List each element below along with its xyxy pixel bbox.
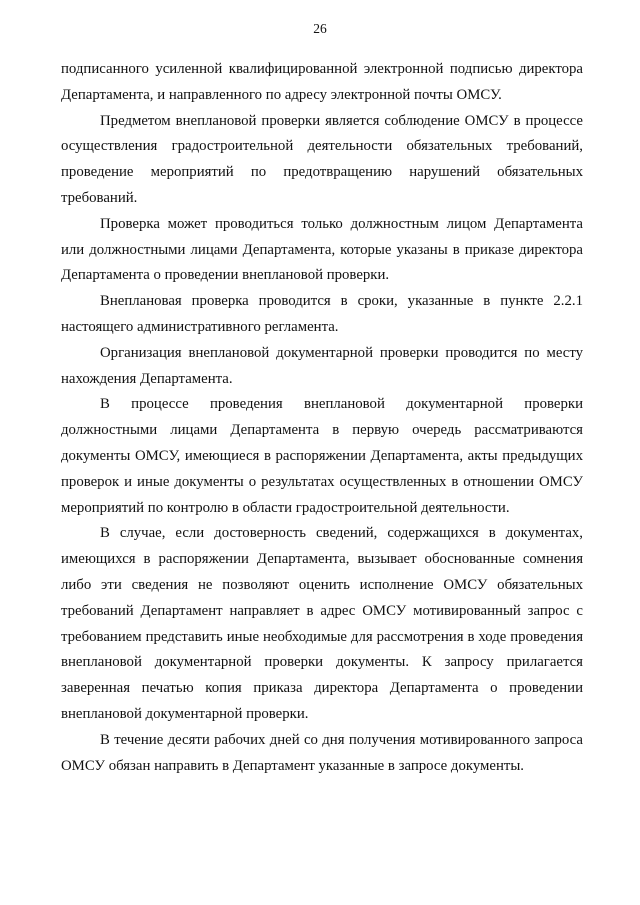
paragraph-continuation: подписанного усиленной квалифицированной электронной подписью директора Департамента, и направленного по адресу электронной почты ОМСУ. — [61, 61, 583, 103]
document-body — [61, 57, 583, 779]
paragraph-reasoned-request: В случае, если достоверность сведений, содержащихся в документах, имеющихся в распоряжении Департамента, вызывает обоснованные сомнения либо эти сведения не позволяют оценить исполнение ОМСУ обязательных требований Департамент направляет в адрес ОМСУ мотивированный запрос с требованием представить иные необходимые для рассмотрения в ходе проведения внеплановой документарной проверки документы. К запросу прилагается заверенная печатью копия приказа директора Департамента о проведении внеплановой документарной проверки. — [61, 525, 583, 722]
paragraph-inspection-officials: Проверка может проводиться только должностным лицом Департамента или должностными лицами Департамента, которые указаны в приказе директора Департамента о проведении внеплановой проверки. — [61, 215, 583, 284]
paragraph-inspection-terms: Внеплановая проверка проводится в сроки, указанные в пункте 2.2.1 настоящего административного регламента. — [61, 293, 583, 335]
paragraph-inspection-location: Организация внеплановой документарной проверки проводится по месту нахождения Департамента. — [61, 344, 583, 387]
page-number: 26 — [313, 21, 327, 36]
paragraph-response-deadline: В течение десяти рабочих дней со дня получения мотивированного запроса ОМСУ обязан направить в Департамент указанные в запросе документы. — [61, 731, 583, 774]
paragraph-inspection-subject: Предметом внеплановой проверки является соблюдение ОМСУ в процессе осуществления градостроительной деятельности обязательных требований, проведение мероприятий по предотвращению нарушений обязательных требований. — [61, 112, 583, 206]
paragraph-documents-review: В процессе проведения внеплановой документарной проверки должностными лицами Департамента в первую очередь рассматриваются документы ОМСУ, имеющиеся в распоряжении Департамента, акты предыдущих проверок и иные документы о результатах осуществленных в отношении ОМСУ мероприятий по контролю в области градостроительной деятельности. — [61, 396, 583, 516]
